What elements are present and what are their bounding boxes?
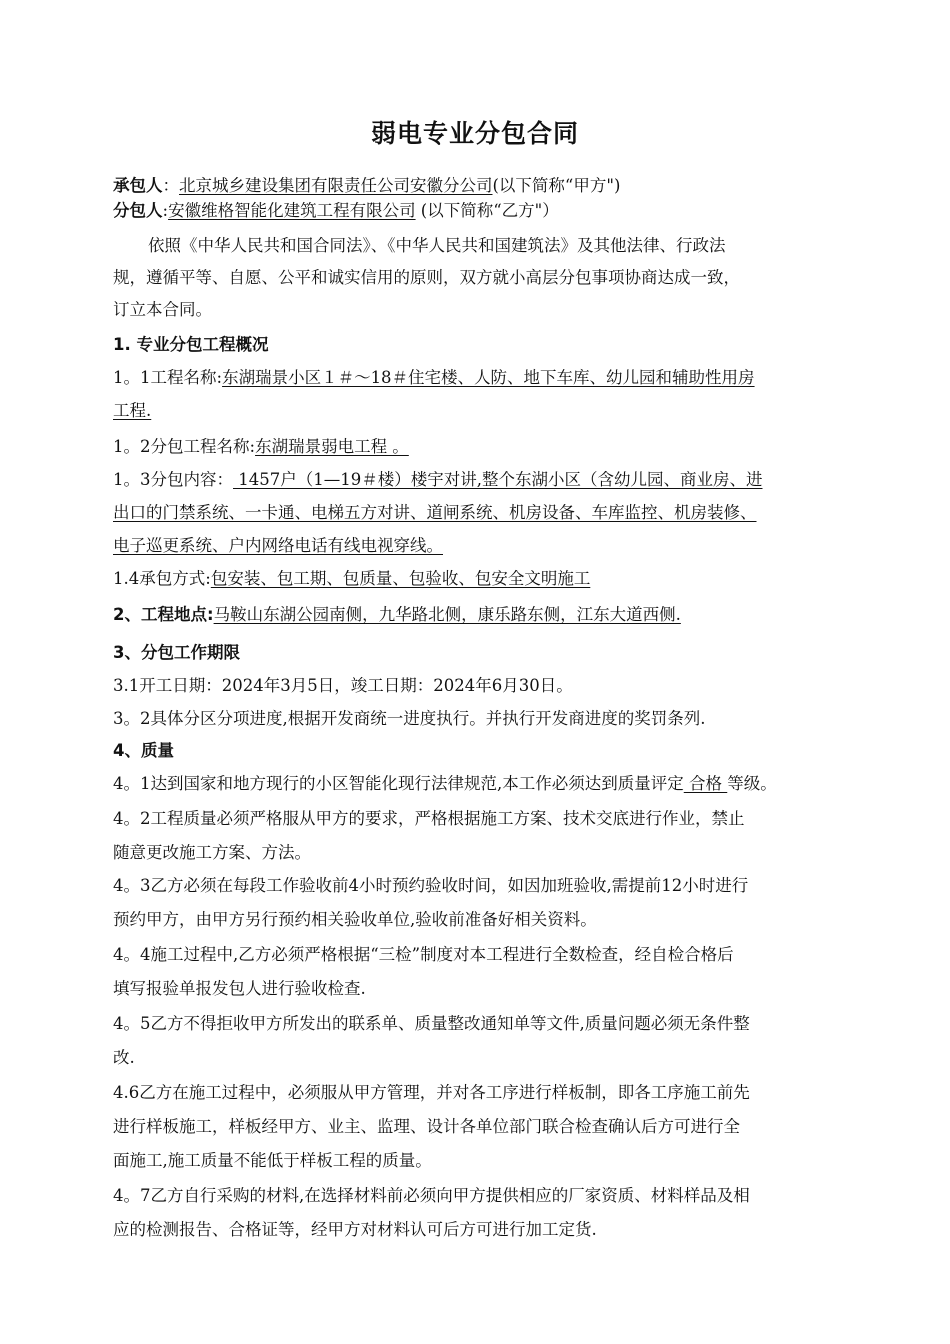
item-1-3-label: 1。3分包内容： [113,470,233,489]
item-4-4-line-2: 填写报验单报发包人进行验收检查. [113,979,366,998]
subcontractor-line [113,201,559,221]
item-1-3-value-cont-1: 出口的门禁系统、一卡通、电梯五方对讲、道闸系统、机房设备、车库监控、机房装修、 [113,503,757,522]
item-4-6-line-1: 4.6乙方在施工过程中，必须服从甲方管理，并对各工序进行样板制，即各工序施工前先 [113,1083,750,1102]
section-4-heading: 4、质量 [113,741,174,760]
section-2-heading: 2、工程地点: [113,605,214,624]
item-1-2 [113,437,409,457]
contractor-label: 承包人 [113,176,163,195]
contractor-name: 北京城乡建设集团有限责任公司安徽分公司 [179,176,493,195]
section-1-heading: 1. 专业分包工程概况 [113,335,269,354]
item-1-3-value: 1457户（1—19＃楼）楼宇对讲,整个东湖小区（含幼儿园、商业房、进 [233,470,763,489]
item-4-2-line-1: 4。2工程质量必须严格服从甲方的要求，严格根据施工方案、技术交底进行作业，禁止 [113,809,745,828]
item-3-1: 3.1开工日期：2024年3月5日，竣工日期：2024年6月30日。 [113,676,573,695]
item-1-2-value: 东湖瑞景弱电工程 。 [255,437,409,456]
item-4-5-line-2: 改. [113,1048,135,1067]
contractor-line [113,176,620,196]
contractor-suffix: (以下简称“甲方") [492,176,621,195]
subcontractor-label: 分包人 [113,201,163,220]
section-2 [113,605,681,625]
item-1-4 [113,569,590,589]
subcontractor-name: 安徽维格智能化建筑工程有限公司 [168,201,416,220]
subcontractor-colon: : [162,201,169,220]
item-4-1-grade: 合格 [683,774,728,793]
item-4-4-line-1: 4。4施工过程中,乙方必须严格根据“三检”制度对本工程进行全数检查，经自检合格后 [113,945,734,964]
intro-line-3: 订立本合同。 [113,300,212,319]
item-4-6-line-2: 进行样板施工，样板经甲方、业主、监理、设计各单位部门联合检查确认后方可进行全 [113,1117,740,1136]
item-1-1-value-cont: 工程. [113,401,152,420]
intro-line-1: 依照《中华人民共和国合同法》、《中华人民共和国建筑法》及其他法律、行政法 [148,236,726,255]
item-1-3 [113,470,762,490]
item-1-3-value-cont-2: 电子巡更系统、户内网络电话有线电视穿线。 [113,536,443,555]
item-4-6-line-3: 面施工,施工质量不能低于样板工程的质量。 [113,1151,432,1170]
item-4-1 [113,774,777,794]
section-2-value: 马鞍山东湖公园南侧，九华路北侧，康乐路东侧，江东大道西侧. [213,605,681,624]
item-1-1-label: 1。1工程名称: [113,368,223,387]
item-1-4-label: 1.4承包方式: [113,569,211,588]
item-4-7-line-1: 4。7乙方自行采购的材料,在选择材料前必须向甲方提供相应的厂家资质、材料样品及相 [113,1186,750,1205]
item-4-5-line-1: 4。5乙方不得拒收甲方所发出的联系单、质量整改通知单等文件,质量问题必须无条件整 [113,1014,750,1033]
item-3-2: 3。2具体分区分项进度,根据开发商统一进度执行。并执行开发商进度的奖罚条列. [113,709,706,728]
item-4-1-text: 4。1达到国家和地方现行的小区智能化现行法律规范,本工作必须达到质量评定 [113,774,684,793]
subcontractor-suffix: (以下简称“乙方"） [415,201,559,220]
document-title: 弱电专业分包合同 [370,119,579,148]
item-1-2-label: 1。2分包工程名称: [113,437,256,456]
item-4-1-suffix: 等级。 [727,774,777,793]
item-1-1-value: 东湖瑞景小区１＃～18＃住宅楼、人防、地下车库、幼儿园和辅助性用房 [222,368,755,387]
item-1-1 [113,368,755,388]
intro-line-2: 规，遵循平等、自愿、公平和诚实信用的原则，双方就小高层分包事项协商达成一致， [113,268,740,287]
item-4-3-line-2: 预约甲方，由甲方另行预约相关验收单位,验收前准备好相关资料。 [113,910,597,929]
contractor-colon: ： [162,176,179,195]
item-4-7-line-2: 应的检测报告、合格证等，经甲方对材料认可后方可进行加工定货. [113,1220,597,1239]
section-3-heading: 3、分包工作期限 [113,643,240,662]
item-4-2-line-2: 随意更改施工方案、方法。 [113,843,311,862]
item-1-4-value: 包安装、包工期、包质量、包验收、包安全文明施工 [210,569,591,588]
item-4-3-line-1: 4。3乙方必须在每段工作验收前4小时预约验收时间，如因加班验收,需提前12小时进行 [113,876,749,895]
